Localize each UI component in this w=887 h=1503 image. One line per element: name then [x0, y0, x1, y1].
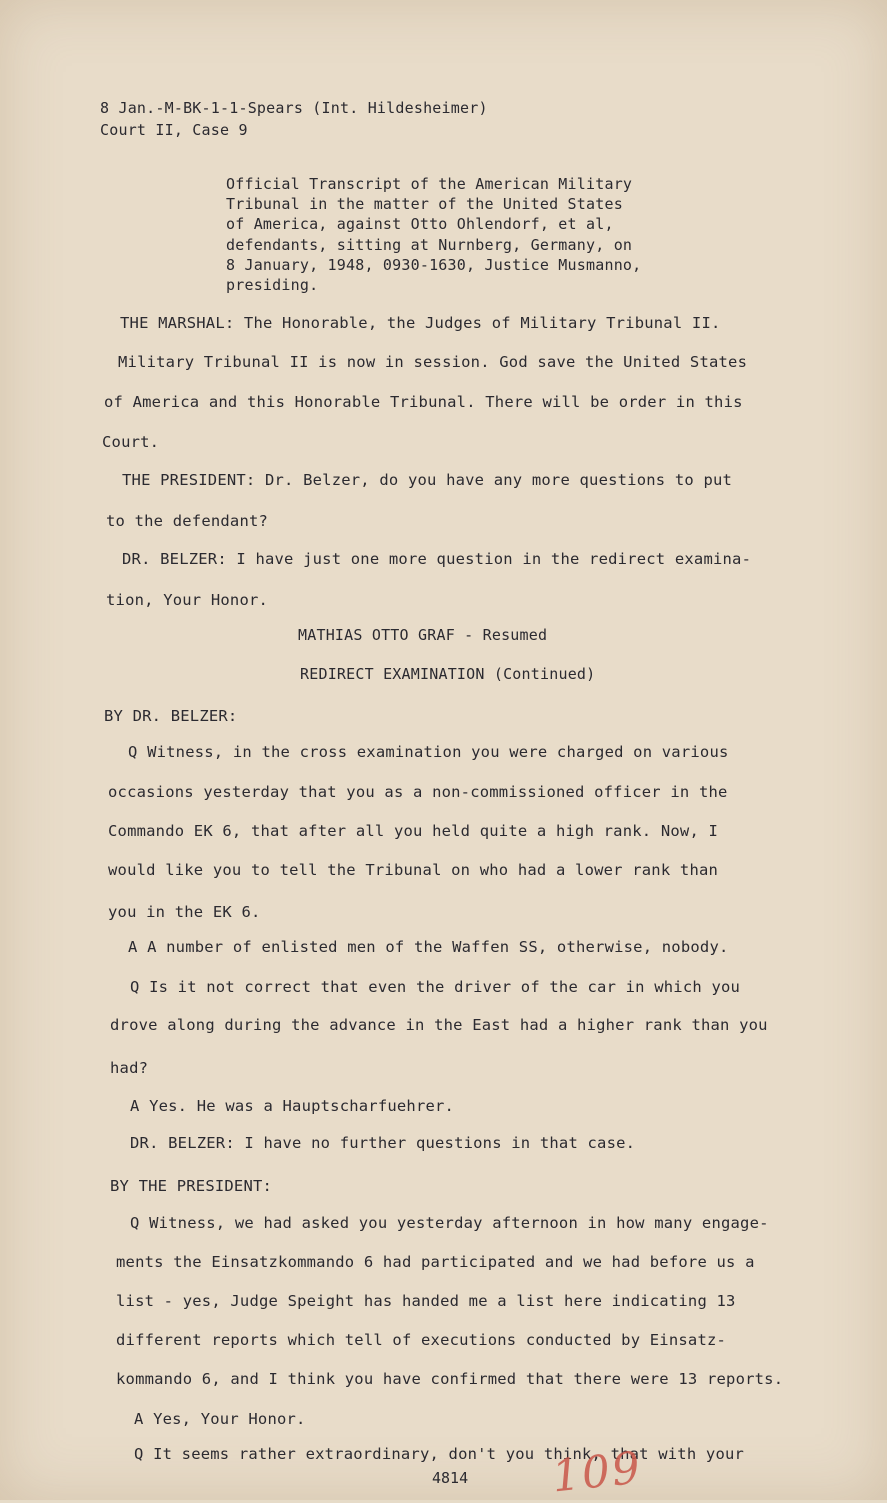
body-line: Q Witness, in the cross examination you were charged on various — [128, 743, 729, 761]
body-line: different reports which tell of executions conducted by Einsatz- — [116, 1331, 727, 1349]
caption-line: presiding. — [226, 276, 319, 294]
body-line: THE MARSHAL: The Honorable, the Judges of Military Tribunal II. — [120, 314, 721, 332]
body-line: THE PRESIDENT: Dr. Belzer, do you have any more questions to put — [122, 471, 733, 489]
witness-heading: MATHIAS OTTO GRAF - Resumed — [298, 626, 548, 644]
body-line: BY THE PRESIDENT: — [110, 1177, 273, 1195]
caption-line: of America, against Otto Ohlendorf, et al, — [226, 215, 614, 233]
caption-line: 8 January, 1948, 0930-1630, Justice Musmanno, — [226, 256, 642, 274]
body-line: DR. BELZER: I have just one more question in the redirect examina- — [122, 550, 752, 568]
body-line: to the defendant? — [106, 512, 269, 530]
body-line: had? — [110, 1059, 149, 1077]
body-line: Commando EK 6, that after all you held quite a high rank. Now, I — [108, 822, 719, 840]
body-line: Q Is it not correct that even the driver of the car in which you — [130, 978, 741, 996]
body-line: A A number of enlisted men of the Waffen SS, otherwise, nobody. — [128, 938, 729, 956]
body-line: drove along during the advance in the East had a higher rank than you — [110, 1016, 768, 1034]
header-line-2: Court II, Case 9 — [100, 121, 248, 139]
body-line: DR. BELZER: I have no further questions in that case. — [130, 1134, 636, 1152]
body-line: A Yes, Your Honor. — [134, 1410, 306, 1428]
body-line: kommando 6, and I think you have confirmed that there were 13 reports. — [116, 1370, 784, 1388]
body-line: Court. — [102, 433, 160, 451]
body-line: BY DR. BELZER: — [104, 707, 238, 725]
body-line: ments the Einsatzkommando 6 had participated and we had before us a — [116, 1253, 755, 1271]
examination-heading: REDIRECT EXAMINATION (Continued) — [300, 665, 596, 683]
header-line-1: 8 Jan.-M-BK-1-1-Spears (Int. Hildesheimer) — [100, 99, 488, 117]
body-line: Military Tribunal II is now in session. God save the United States — [118, 353, 748, 371]
body-line: Q Witness, we had asked you yesterday afternoon in how many engage- — [130, 1214, 769, 1232]
body-line: Q It seems rather extraordinary, don't you think, that with your — [134, 1445, 745, 1463]
body-line: of America and this Honorable Tribunal. There will be order in this — [104, 393, 743, 411]
body-line: occasions yesterday that you as a non-commissioned officer in the — [108, 783, 728, 801]
body-line: you in the EK 6. — [108, 903, 261, 921]
page-number: 4814 — [432, 1469, 469, 1487]
caption-line: defendants, sitting at Nurnberg, Germany, on — [226, 236, 633, 254]
body-line: list - yes, Judge Speight has handed me a list here indicating 13 — [116, 1292, 736, 1310]
caption-line: Tribunal in the matter of the United States — [226, 195, 623, 213]
caption-line: Official Transcript of the American Military — [226, 175, 633, 193]
handwritten-page-stamp: 109 — [549, 1442, 645, 1503]
body-line: would like you to tell the Tribunal on who had a lower rank than — [108, 861, 719, 879]
body-line: tion, Your Honor. — [106, 591, 269, 609]
body-line: A Yes. He was a Hauptscharfuehrer. — [130, 1097, 455, 1115]
